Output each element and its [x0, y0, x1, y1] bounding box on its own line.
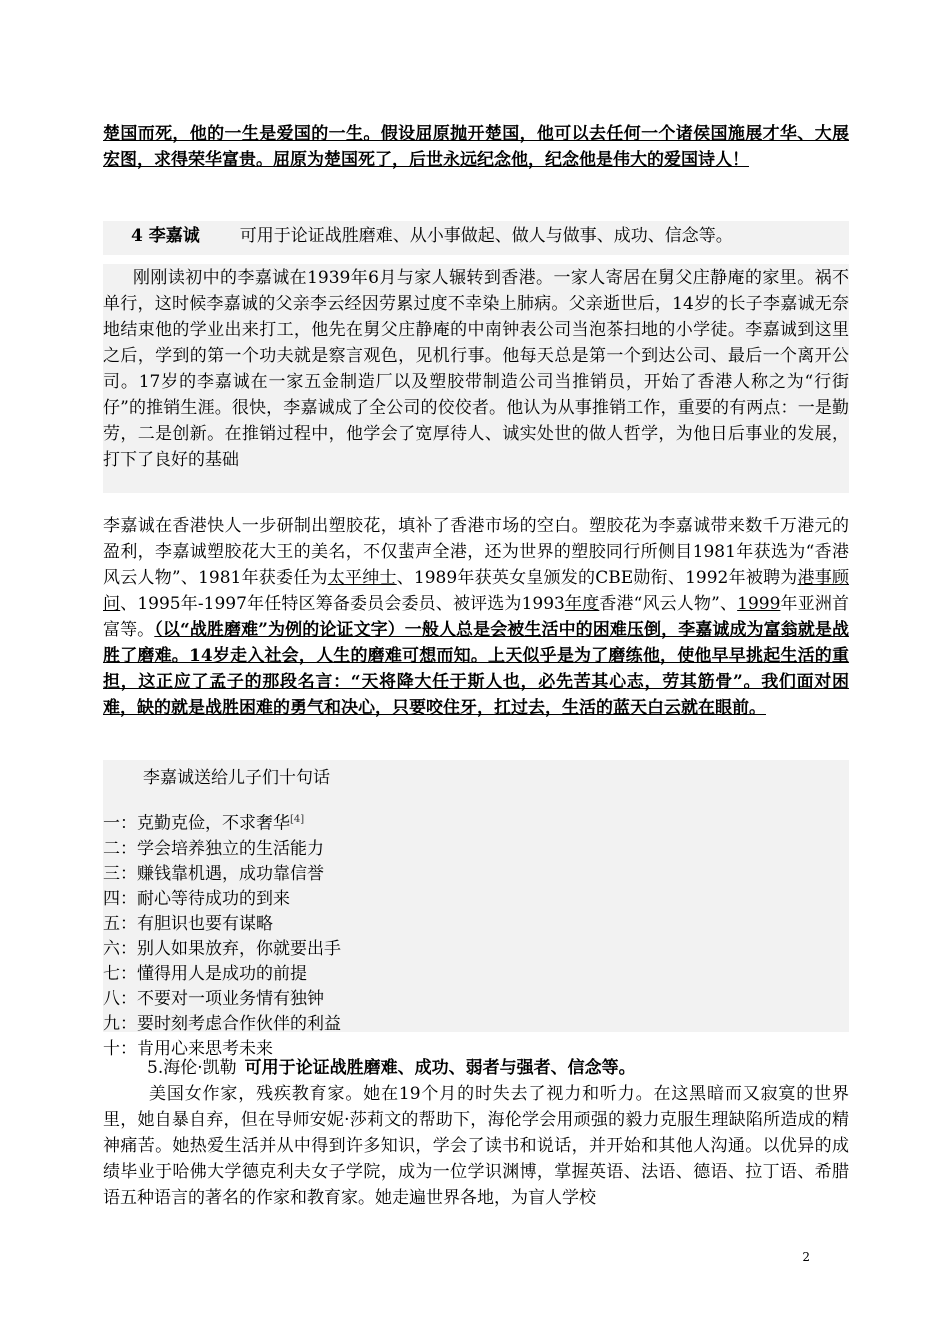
page-number: 2	[802, 1250, 810, 1264]
helen-keller-text: 美国女作家，残疾教育家。她在19个月的时失去了视力和听力。在这黑暗而又寂寞的世界里，她自暴自弃，但在导师安妮·莎莉文的帮助下，海伦学会用顽强的毅力克服生理缺陷所造成的精神痛苦。她热爱生活并从中得到许多知识，学会了读书和说话，并开始和其他人沟通。以优异的成绩毕业于哈佛大学德克利夫女子学院，成为一位学识渊博，掌握英语、法语、德语、拉丁语、希腊语五种语言的著名的作家和教育家。她走遍世界各地，为盲人学校	[103, 1084, 849, 1208]
heading-helen-keller-usage: 可用于论证战胜磨难、成功、弱者与强者、信念等。	[244, 1058, 636, 1078]
saying-item: 四：耐心等待成功的到来	[103, 888, 290, 909]
paragraph-li-ka-shing-early-life	[103, 264, 849, 493]
link-hk-affairs-adviser[interactable]: 港事顾问	[103, 568, 850, 614]
link-1999[interactable]: 1999	[737, 594, 781, 614]
ten-sayings-list	[103, 807, 849, 1062]
saying-item: 二：学会培养独立的生活能力	[103, 838, 324, 859]
link-justice-of-peace[interactable]: 太平绅士	[327, 568, 397, 588]
paragraph-helen-keller	[103, 1081, 849, 1211]
success-text-1: 李嘉诚在香港快人一步研制出塑胶花，填补了香港市场的空白。塑胶花为李嘉诚带来数千万港元的盈利，李嘉诚塑胶花大王的美名，不仅蜚声全港，还为世界的塑胶同行所侧目1981年获选为“香港风云人物”、1981年获委任为	[103, 516, 849, 588]
heading-li-ka-shing-name: 4 李嘉诚	[131, 226, 200, 246]
saying-item: 七：懂得用人是成功的前提	[103, 963, 307, 984]
section-heading-li-ka-shing	[103, 221, 849, 255]
success-text-5: 年亚洲首富等。	[103, 594, 850, 640]
success-text-3: 、1995年-1997年任特区筹备委员会委员、被评选为1993	[120, 594, 565, 614]
paragraph-qu-yuan-conclusion	[103, 121, 849, 173]
saying-item: 六：别人如果放弃，你就要出手	[103, 938, 341, 959]
heading-helen-keller-name: 5.海伦·凯勒	[147, 1058, 237, 1078]
section-heading-helen-keller	[103, 1056, 849, 1080]
success-text-4: 香港“风云人物”、	[599, 594, 738, 614]
ten-sayings-title: 李嘉诚送给儿子们十句话	[143, 768, 330, 788]
argument-overcoming-hardship: （以“战胜磨难”为例的论证文字）一般人总是会被生活中的困难压倒，李嘉诚成为富翁就是战胜了磨难。14岁走入社会，人生的磨难可想而知。上天似乎是为了磨练他，使他早早挑起生活的重担，这正应了孟子的那段名言：“天将降大任于斯人也，必先苦其心志，劳其筋骨”。我们面对困难，缺的就是战胜困难的勇气和决心，只要咬住牙，扛过去，生活的蓝天白云就在眼前。	[103, 620, 850, 718]
saying-item: 八：不要对一项业务情有独钟	[103, 988, 324, 1009]
qu-yuan-conclusion-text: 楚国而死，他的一生是爱国的一生。假设屈原抛开楚国，他可以去任何一个诸侯国施展才华、大展宏图，求得荣华富贵。屈原为楚国死了，后世永远纪念他，纪念他是伟大的爱国诗人！	[103, 124, 849, 170]
li-ka-shing-early-life-text: 刚刚读初中的李嘉诚在1939年6月与家人辗转到香港。一家人寄居在舅父庄静庵的家里。祸不单行，这时候李嘉诚的父亲李云经因劳累过度不幸染上肺病。父亲逝世后，14岁的长子李嘉诚无奈地结束他的学业出来打工，他先在舅父庄静庵的中南钟表公司当泡茶扫地的小学徒。李嘉诚到这里之后，学到的第一个功夫就是察言观色，见机行事。他每天总是第一个到达公司、最后一个离开公司。17岁的李嘉诚在一家五金制造厂以及塑胶带制造公司当推销员，开始了香港人称之为“行街仔”的推销生涯。很快，李嘉诚成了全公司的佼佼者。他认为从事推销工作，重要的有两点：一是勤劳，二是创新。在推销过程中，他学会了宽厚待人、诚实处世的做人哲学，为他日后事业的发展，打下了良好的基础	[103, 268, 849, 470]
citation-4[interactable]: [4]	[290, 814, 305, 825]
saying-item: 五：有胆识也要有谋略	[103, 913, 273, 934]
saying-item: 十：肯用心来思考未来	[103, 1038, 273, 1059]
heading-li-ka-shing-usage: 可用于论证战胜磨难、从小事做起、做人与做事、成功、信念等。	[239, 226, 733, 246]
ten-sayings-title-row	[103, 766, 849, 791]
paragraph-li-ka-shing-success	[103, 513, 849, 721]
saying-item: 三：赚钱靠机遇，成功靠信誉	[103, 863, 324, 884]
success-text-2: 、1989年获英女皇颁发的CBE勋衔、1992年被聘为	[396, 568, 798, 588]
saying-item: 九：要时刻考虑合作伙伴的利益	[103, 1013, 341, 1034]
link-annual[interactable]: 年度	[564, 594, 600, 614]
saying-item: 一：克勤克俭，不求奢华[4]	[103, 813, 305, 834]
